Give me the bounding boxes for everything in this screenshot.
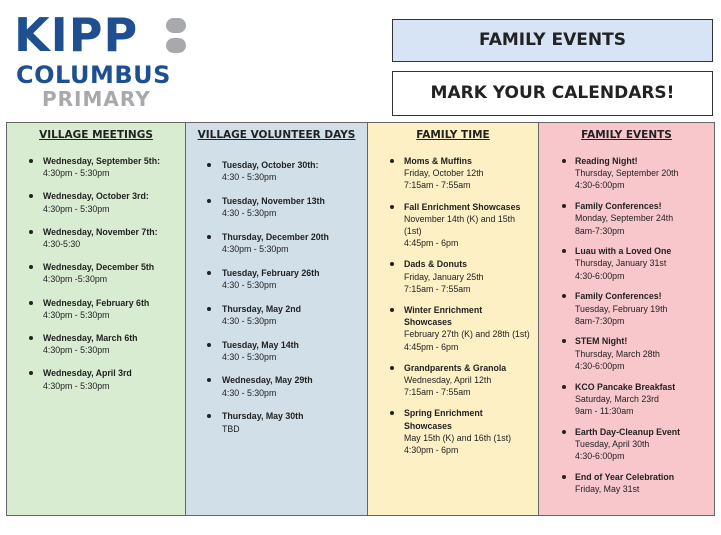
- column-village-meetings: [7, 123, 186, 515]
- event-detail: Thursday, September 20th: [575, 168, 679, 179]
- event-detail: 4:30 - 5:30pm: [222, 279, 277, 290]
- event-detail: Wednesday, April 12th: [404, 375, 492, 386]
- event-detail: 4:30-6:00pm: [575, 360, 625, 371]
- event-item: [7, 332, 185, 356]
- logo-dots-icon: [166, 18, 188, 58]
- event-detail: Friday, January 25th: [404, 271, 484, 282]
- event-title: Spring Enrichment Showcases: [404, 408, 483, 431]
- event-item: [368, 362, 538, 399]
- event-item: [539, 471, 714, 495]
- event-title: Tuesday, February 26th: [222, 267, 320, 278]
- event-detail: February 27th (K) and 28th (1st): [404, 329, 530, 340]
- event-item: [7, 226, 185, 250]
- column-title: VILLAGE MEETINGS: [39, 129, 153, 141]
- event-detail: Tuesday, February 19th: [575, 303, 668, 314]
- event-detail: 4:30-6:00pm: [575, 180, 625, 191]
- column-title: FAMILY EVENTS: [581, 129, 672, 141]
- event-item: [7, 297, 185, 321]
- event-item: [186, 410, 367, 434]
- event-detail: Monday, September 24th: [575, 213, 674, 224]
- event-item: [539, 290, 714, 327]
- event-item: [7, 261, 185, 285]
- event-detail: 7:15am - 7:55am: [404, 180, 471, 191]
- column-family-events: [539, 123, 714, 515]
- page-subtitle: MARK YOUR CALENDARS!: [392, 71, 713, 116]
- event-title: Thursday, May 2nd: [222, 303, 302, 314]
- events-table: [6, 122, 715, 516]
- event-title: Wednesday, May 29th: [222, 375, 313, 386]
- column-title: VILLAGE VOLUNTEER DAYS: [197, 129, 356, 141]
- column-family-time: [368, 123, 539, 515]
- event-title: Wednesday, March 6th: [43, 333, 138, 344]
- event-item: [7, 155, 185, 179]
- event-title: Wednesday, October 3rd:: [43, 191, 149, 202]
- event-item: [368, 258, 538, 295]
- event-detail: 4:30 - 5:30pm: [222, 315, 277, 326]
- event-title: Winter Enrichment Showcases: [404, 305, 483, 328]
- event-title: Dads & Donuts: [404, 259, 468, 270]
- logo-columbus-text: COLUMBUS: [16, 61, 171, 89]
- event-title: Wednesday, November 7th:: [43, 226, 158, 237]
- event-item: [368, 304, 538, 353]
- event-detail: Tuesday, April 30th: [575, 438, 650, 449]
- event-item: [7, 367, 185, 391]
- school-logo: [14, 8, 194, 112]
- event-item: [186, 267, 367, 291]
- event-title: Tuesday, November 13th: [222, 195, 325, 206]
- event-item: [368, 407, 538, 456]
- logo-dot-bottom: [166, 38, 186, 53]
- event-item: [186, 231, 367, 255]
- event-detail: 7:15am - 7:55am: [404, 387, 471, 398]
- event-title: Tuesday, October 30th:: [222, 160, 319, 170]
- event-item: [539, 335, 714, 372]
- event-detail: 4:30pm -5:30pm: [43, 274, 108, 285]
- event-list: [539, 155, 714, 495]
- event-detail: 8am-7:30pm: [575, 225, 625, 236]
- event-title: Moms & Muffins: [404, 156, 472, 166]
- event-title: Wednesday, September 5th:: [43, 156, 160, 166]
- event-title: Wednesday, February 6th: [43, 297, 150, 308]
- event-detail: 4:30pm - 5:30pm: [43, 309, 110, 320]
- event-title: Luau with a Loved One: [575, 246, 672, 257]
- event-detail: 4:30 - 5:30pm: [222, 387, 277, 398]
- event-title: Grandparents & Granola: [404, 362, 507, 373]
- event-detail: May 15th (K) and 16th (1st): [404, 432, 512, 443]
- event-title: Family Conferences!: [575, 291, 662, 302]
- event-item: [368, 155, 538, 192]
- event-detail: Thursday, January 31st: [575, 258, 667, 269]
- event-detail: 4:30pm - 6pm: [404, 445, 459, 456]
- column-title: FAMILY TIME: [416, 129, 490, 141]
- event-item: [186, 339, 367, 363]
- event-detail: 4:30 - 5:30pm: [222, 172, 277, 183]
- event-title: Thursday, December 20th: [222, 231, 329, 242]
- event-list: [186, 159, 367, 435]
- event-detail: 4:30pm - 5:30pm: [43, 380, 110, 391]
- event-detail: Saturday, March 23rd: [575, 393, 659, 404]
- event-detail: 7:15am - 7:55am: [404, 283, 471, 294]
- event-detail: 4:45pm - 6pm: [404, 238, 459, 249]
- event-item: [539, 245, 714, 282]
- logo-kipp-text: KIPP: [14, 8, 139, 62]
- page-title: FAMILY EVENTS: [392, 19, 713, 62]
- event-item: [186, 374, 367, 398]
- event-title: Tuesday, May 14th: [222, 339, 299, 350]
- event-item: [186, 159, 367, 183]
- column-village-volunteer-days: [186, 123, 368, 515]
- event-detail: 4:45pm - 6pm: [404, 341, 459, 352]
- event-title: Earth Day-Cleanup Event: [575, 426, 681, 437]
- logo-dot-top: [166, 18, 186, 33]
- event-detail: 4:30pm - 5:30pm: [43, 168, 110, 179]
- event-detail: Thursday, March 28th: [575, 348, 660, 359]
- event-detail: Friday, May 31st: [575, 483, 640, 494]
- event-detail: 4:30-6:00pm: [575, 270, 625, 281]
- event-item: [186, 303, 367, 327]
- event-detail: 4:30 - 5:30pm: [222, 208, 277, 219]
- event-title: End of Year Celebration: [575, 471, 675, 482]
- event-detail: 4:30-5:30: [43, 239, 81, 250]
- event-item: [539, 200, 714, 237]
- event-detail: Friday, October 12th: [404, 168, 484, 179]
- event-item: [539, 155, 714, 192]
- event-detail: 9am - 11:30am: [575, 405, 634, 416]
- event-list: [7, 155, 185, 392]
- event-title: Reading Night!: [575, 156, 638, 166]
- event-item: [7, 190, 185, 214]
- event-list: [368, 155, 538, 456]
- event-detail: 4:30-6:00pm: [575, 451, 625, 462]
- event-detail: November 14th (K) and 15th (1st): [404, 213, 516, 237]
- event-detail: 8am-7:30pm: [575, 315, 625, 326]
- event-item: [539, 426, 714, 463]
- logo-primary-text: PRIMARY: [42, 87, 151, 111]
- event-title: Thursday, May 30th: [222, 411, 304, 422]
- event-detail: 4:30 - 5:30pm: [222, 351, 277, 362]
- event-title: Fall Enrichment Showcases: [404, 201, 521, 212]
- event-title: KCO Pancake Breakfast: [575, 381, 676, 392]
- event-title: Wednesday, April 3rd: [43, 368, 132, 379]
- event-item: [368, 201, 538, 250]
- event-detail: TBD: [222, 423, 240, 434]
- event-item: [539, 381, 714, 418]
- event-title: Family Conferences!: [575, 201, 662, 212]
- event-detail: 4:30pm - 5:30pm: [43, 345, 110, 356]
- event-detail: 4:30pm - 5:30pm: [43, 203, 110, 214]
- event-item: [186, 195, 367, 219]
- event-title: STEM Night!: [575, 336, 628, 347]
- event-detail: 4:30pm - 5:30pm: [222, 244, 289, 255]
- event-title: Wednesday, December 5th: [43, 262, 155, 273]
